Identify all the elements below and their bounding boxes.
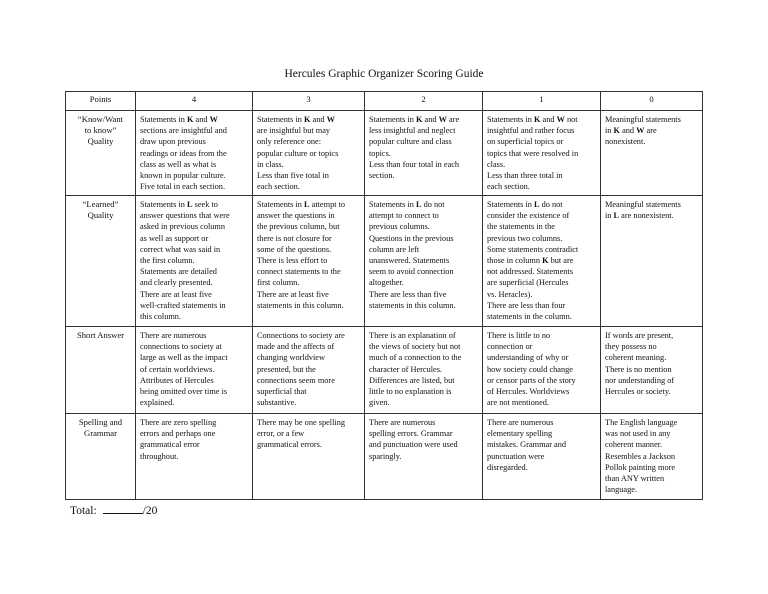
descriptor-learned-quality-score-4 xyxy=(136,196,253,327)
descriptor-line: Resembles a Jackson xyxy=(605,451,676,461)
descriptor-line: nor understanding of xyxy=(605,375,675,385)
total-line xyxy=(70,503,157,517)
descriptor-line: There is little to no xyxy=(487,331,551,340)
descriptor-line: they possess no xyxy=(605,342,657,352)
descriptor-line: Statements in L do not xyxy=(487,200,563,209)
descriptor-line: known in popular culture. xyxy=(140,171,226,181)
criterion-label-line: Quality xyxy=(87,210,114,221)
descriptor-line: than ANY written xyxy=(605,474,665,484)
descriptor-line: the views of society but not xyxy=(369,342,461,352)
descriptor-line: much of a connection to the xyxy=(369,353,462,363)
descriptor-line: nonexistent. xyxy=(605,137,646,147)
descriptor-line: and punctuation were used xyxy=(369,440,458,450)
descriptor-line: language. xyxy=(605,485,638,495)
descriptor-line: If words are present, xyxy=(605,331,674,340)
descriptor-line: understanding of why or xyxy=(487,353,569,363)
descriptor-spelling-grammar-score-0 xyxy=(601,414,703,500)
descriptor-line: consider the existence of xyxy=(487,211,570,221)
descriptor-line: Differences are listed, but xyxy=(369,375,455,385)
descriptor-line: answer questions that were xyxy=(140,211,230,221)
descriptor-line: Five total in each section. xyxy=(140,182,226,192)
descriptor-line: mistakes. Grammar and xyxy=(487,440,567,450)
header-score-0: 0 xyxy=(601,92,703,111)
descriptor-short-answer-score-2 xyxy=(365,327,483,414)
descriptor-line: asked in previous column xyxy=(140,222,226,232)
descriptor-line: in K and W are xyxy=(605,126,657,136)
descriptor-line: changing worldview xyxy=(257,353,325,363)
descriptor-line: punctuation were xyxy=(487,451,545,461)
descriptor-line: of certain worldviews. xyxy=(140,364,215,374)
rubric-row-know-want-quality xyxy=(66,111,703,196)
header-score-4: 4 xyxy=(136,92,253,111)
descriptor-line: readings or ideas from the xyxy=(140,148,227,158)
descriptor-line: correct what was said in xyxy=(140,244,221,254)
descriptor-line: those in column K but are xyxy=(487,256,574,266)
descriptor-line: column are left xyxy=(369,244,420,254)
descriptor-line: vs. Heracles). xyxy=(487,289,533,299)
criterion-label-line: “Know/Want xyxy=(77,114,124,124)
descriptor-line: are superficial (Hercules xyxy=(487,278,569,288)
descriptor-line: or censor parts of the story xyxy=(487,375,576,385)
descriptor-line: previous two columns. xyxy=(487,233,563,243)
header-score-3: 3 xyxy=(253,92,365,111)
criterion-learned-quality xyxy=(66,196,136,327)
descriptor-line: each section. xyxy=(257,182,300,192)
descriptor-line: draw upon previous xyxy=(140,137,206,147)
descriptor-line: class as well as what is xyxy=(140,159,217,169)
header-points: Points xyxy=(66,92,136,111)
descriptor-line: of Hercules. Worldviews xyxy=(487,387,570,397)
descriptor-line: answer the questions in xyxy=(257,211,335,221)
descriptor-line: Statements are detailed xyxy=(140,267,217,277)
descriptor-line: There is no mention xyxy=(605,364,672,374)
descriptor-line: Hercules or society. xyxy=(605,387,671,397)
total-score-blank xyxy=(103,503,143,514)
descriptor-line: are insightful but may xyxy=(257,126,331,136)
descriptor-learned-quality-score-3 xyxy=(253,196,365,327)
descriptor-spelling-grammar-score-1 xyxy=(483,414,601,500)
descriptor-line: only reference one: xyxy=(257,137,322,147)
descriptor-line: previous columns. xyxy=(369,222,430,232)
descriptor-line: The English language xyxy=(605,418,678,427)
descriptor-line: There are at least five xyxy=(257,289,329,299)
descriptor-line: statements in this column. xyxy=(257,300,344,310)
descriptor-know-want-quality-score-3 xyxy=(253,111,365,196)
criterion-label-line: “Learned” xyxy=(82,199,119,209)
descriptor-line: disregarded. xyxy=(487,462,528,472)
descriptor-line: altogether. xyxy=(369,278,404,288)
descriptor-line: insightful and rather focus xyxy=(487,126,575,136)
descriptor-line: There is less effort to xyxy=(257,256,328,266)
descriptor-learned-quality-score-0 xyxy=(601,196,703,327)
descriptor-line: each section. xyxy=(487,182,530,192)
descriptor-line: Statements in L seek to xyxy=(140,200,218,209)
criterion-label-line: Quality xyxy=(87,136,114,147)
criterion-know-want-quality xyxy=(66,111,136,196)
criterion-short-answer xyxy=(66,327,136,414)
descriptor-line: There are numerous xyxy=(369,418,436,427)
descriptor-line: grammatical errors. xyxy=(257,440,322,450)
descriptor-line: substantive. xyxy=(257,398,297,408)
criterion-spelling-grammar xyxy=(66,414,136,500)
descriptor-line: There are zero spelling xyxy=(140,418,217,427)
descriptor-line: topics. xyxy=(369,148,391,158)
descriptor-line: coherent manner. xyxy=(605,440,663,450)
descriptor-line: Statements in K and W xyxy=(257,115,335,124)
descriptor-line: less insightful and neglect xyxy=(369,126,456,136)
descriptor-line: connection or xyxy=(487,342,533,352)
descriptor-line: not addressed. Statements xyxy=(487,267,573,277)
descriptor-line: sparingly. xyxy=(369,451,402,461)
descriptor-line: there is not closure for xyxy=(257,233,332,243)
descriptor-line: Meaningful statements xyxy=(605,200,681,209)
descriptor-line: Attributes of Hercules xyxy=(140,375,214,385)
descriptor-spelling-grammar-score-4 xyxy=(136,414,253,500)
total-label: Total: xyxy=(70,505,97,517)
descriptor-spelling-grammar-score-3 xyxy=(253,414,365,500)
header-row xyxy=(66,92,703,111)
descriptor-line: statements in this column. xyxy=(369,300,456,310)
descriptor-line: in class. xyxy=(257,159,284,169)
descriptor-line: Statements in K and W xyxy=(140,115,218,124)
descriptor-line: popular culture and class xyxy=(369,137,452,147)
rubric-row-spelling-grammar xyxy=(66,414,703,500)
rubric-row-short-answer xyxy=(66,327,703,414)
descriptor-know-want-quality-score-0 xyxy=(601,111,703,196)
descriptor-line: the first column. xyxy=(140,256,195,266)
descriptor-learned-quality-score-2 xyxy=(365,196,483,327)
descriptor-line: unanswered. Statements xyxy=(369,256,450,266)
descriptor-line: topics that were resolved in xyxy=(487,148,579,158)
descriptor-line: Some statements contradict xyxy=(487,244,579,254)
descriptor-line: throughout. xyxy=(140,451,179,461)
descriptor-line: well-crafted statements in xyxy=(140,300,226,310)
descriptor-line: sections are insightful and xyxy=(140,126,227,136)
descriptor-line: was not used in any xyxy=(605,429,671,439)
scoring-rubric-table xyxy=(65,91,703,500)
descriptor-know-want-quality-score-2 xyxy=(365,111,483,196)
descriptor-line: Questions in the previous xyxy=(369,233,454,243)
descriptor-line: popular culture or topics xyxy=(257,148,339,158)
descriptor-line: section. xyxy=(369,171,395,181)
descriptor-line: made and the affects of xyxy=(257,342,335,352)
descriptor-line: the previous column, but xyxy=(257,222,340,232)
descriptor-line: Meaningful statements xyxy=(605,115,681,124)
descriptor-line: in L are nonexistent. xyxy=(605,211,674,221)
descriptor-line: Connections to society are xyxy=(257,331,345,340)
descriptor-line: There may be one spelling xyxy=(257,418,346,427)
descriptor-line: seem to avoid connection xyxy=(369,267,454,277)
criterion-label-line: Short Answer xyxy=(76,330,125,340)
descriptor-short-answer-score-3 xyxy=(253,327,365,414)
descriptor-line: character of Hercules. xyxy=(369,364,443,374)
descriptor-line: There are less than four xyxy=(487,300,566,310)
descriptor-line: given. xyxy=(369,398,390,408)
descriptor-line: this column. xyxy=(140,312,182,322)
descriptor-short-answer-score-4 xyxy=(136,327,253,414)
descriptor-spelling-grammar-score-2 xyxy=(365,414,483,500)
descriptor-line: errors and perhaps one xyxy=(140,429,216,439)
descriptor-line: are not mentioned. xyxy=(487,398,549,408)
descriptor-line: on superficial topics or xyxy=(487,137,564,147)
descriptor-line: elementary spelling xyxy=(487,429,553,439)
descriptor-line: superficial that xyxy=(257,387,307,397)
total-denominator: /20 xyxy=(142,505,158,517)
descriptor-line: the statements in the xyxy=(487,222,555,232)
descriptor-learned-quality-score-1 xyxy=(483,196,601,327)
descriptor-line: how society could change xyxy=(487,364,573,374)
descriptor-line: Statements in L do not xyxy=(369,200,445,209)
descriptor-know-want-quality-score-4 xyxy=(136,111,253,196)
descriptor-line: Statements in L attempt to xyxy=(257,200,346,209)
descriptor-line: Statements in K and W are xyxy=(369,115,460,124)
header-score-2: 2 xyxy=(365,92,483,111)
descriptor-line: large as well as the impact xyxy=(140,353,228,363)
descriptor-line: spelling errors. Grammar xyxy=(369,429,453,439)
header-score-1: 1 xyxy=(483,92,601,111)
descriptor-line: coherent meaning. xyxy=(605,353,667,363)
descriptor-line: statements in the column. xyxy=(487,312,572,322)
descriptor-line: connections to society at xyxy=(140,342,222,352)
descriptor-line: There is an explanation of xyxy=(369,331,456,340)
page-title: Hercules Graphic Organizer Scoring Guide xyxy=(284,68,484,80)
descriptor-line: Statements in K and W not xyxy=(487,115,578,124)
descriptor-line: connections seem more xyxy=(257,375,335,385)
descriptor-line: presented, but the xyxy=(257,364,316,374)
rubric-row-learned-quality xyxy=(66,196,703,327)
descriptor-line: and clearly presented. xyxy=(140,278,213,288)
descriptor-line: Less than five total in xyxy=(257,171,329,181)
descriptor-short-answer-score-1 xyxy=(483,327,601,414)
descriptor-line: There are numerous xyxy=(140,331,207,340)
descriptor-line: Less than four total in each xyxy=(369,159,460,169)
criterion-label-line: to know” xyxy=(84,125,117,136)
descriptor-line: being omitted over time is xyxy=(140,387,228,397)
descriptor-line: Less than three total in xyxy=(487,171,563,181)
descriptor-know-want-quality-score-1 xyxy=(483,111,601,196)
descriptor-line: attempt to connect to xyxy=(369,211,439,221)
descriptor-line: Pollok painting more xyxy=(605,462,676,472)
descriptor-line: connect statements to the xyxy=(257,267,341,277)
descriptor-line: There are at least five xyxy=(140,289,212,299)
criterion-label-line: Spelling and xyxy=(78,417,123,427)
descriptor-line: explained. xyxy=(140,398,175,408)
descriptor-line: some of the questions. xyxy=(257,244,332,254)
descriptor-line: little to no explanation is xyxy=(369,387,452,397)
descriptor-line: error, or a few xyxy=(257,429,305,439)
descriptor-line: as well as support or xyxy=(140,233,209,243)
descriptor-line: class. xyxy=(487,159,506,169)
descriptor-line: There are numerous xyxy=(487,418,554,427)
descriptor-line: first column. xyxy=(257,278,300,288)
descriptor-line: There are less than five xyxy=(369,289,447,299)
descriptor-short-answer-score-0 xyxy=(601,327,703,414)
descriptor-line: grammatical error xyxy=(140,440,200,450)
criterion-label-line: Grammar xyxy=(84,428,117,439)
